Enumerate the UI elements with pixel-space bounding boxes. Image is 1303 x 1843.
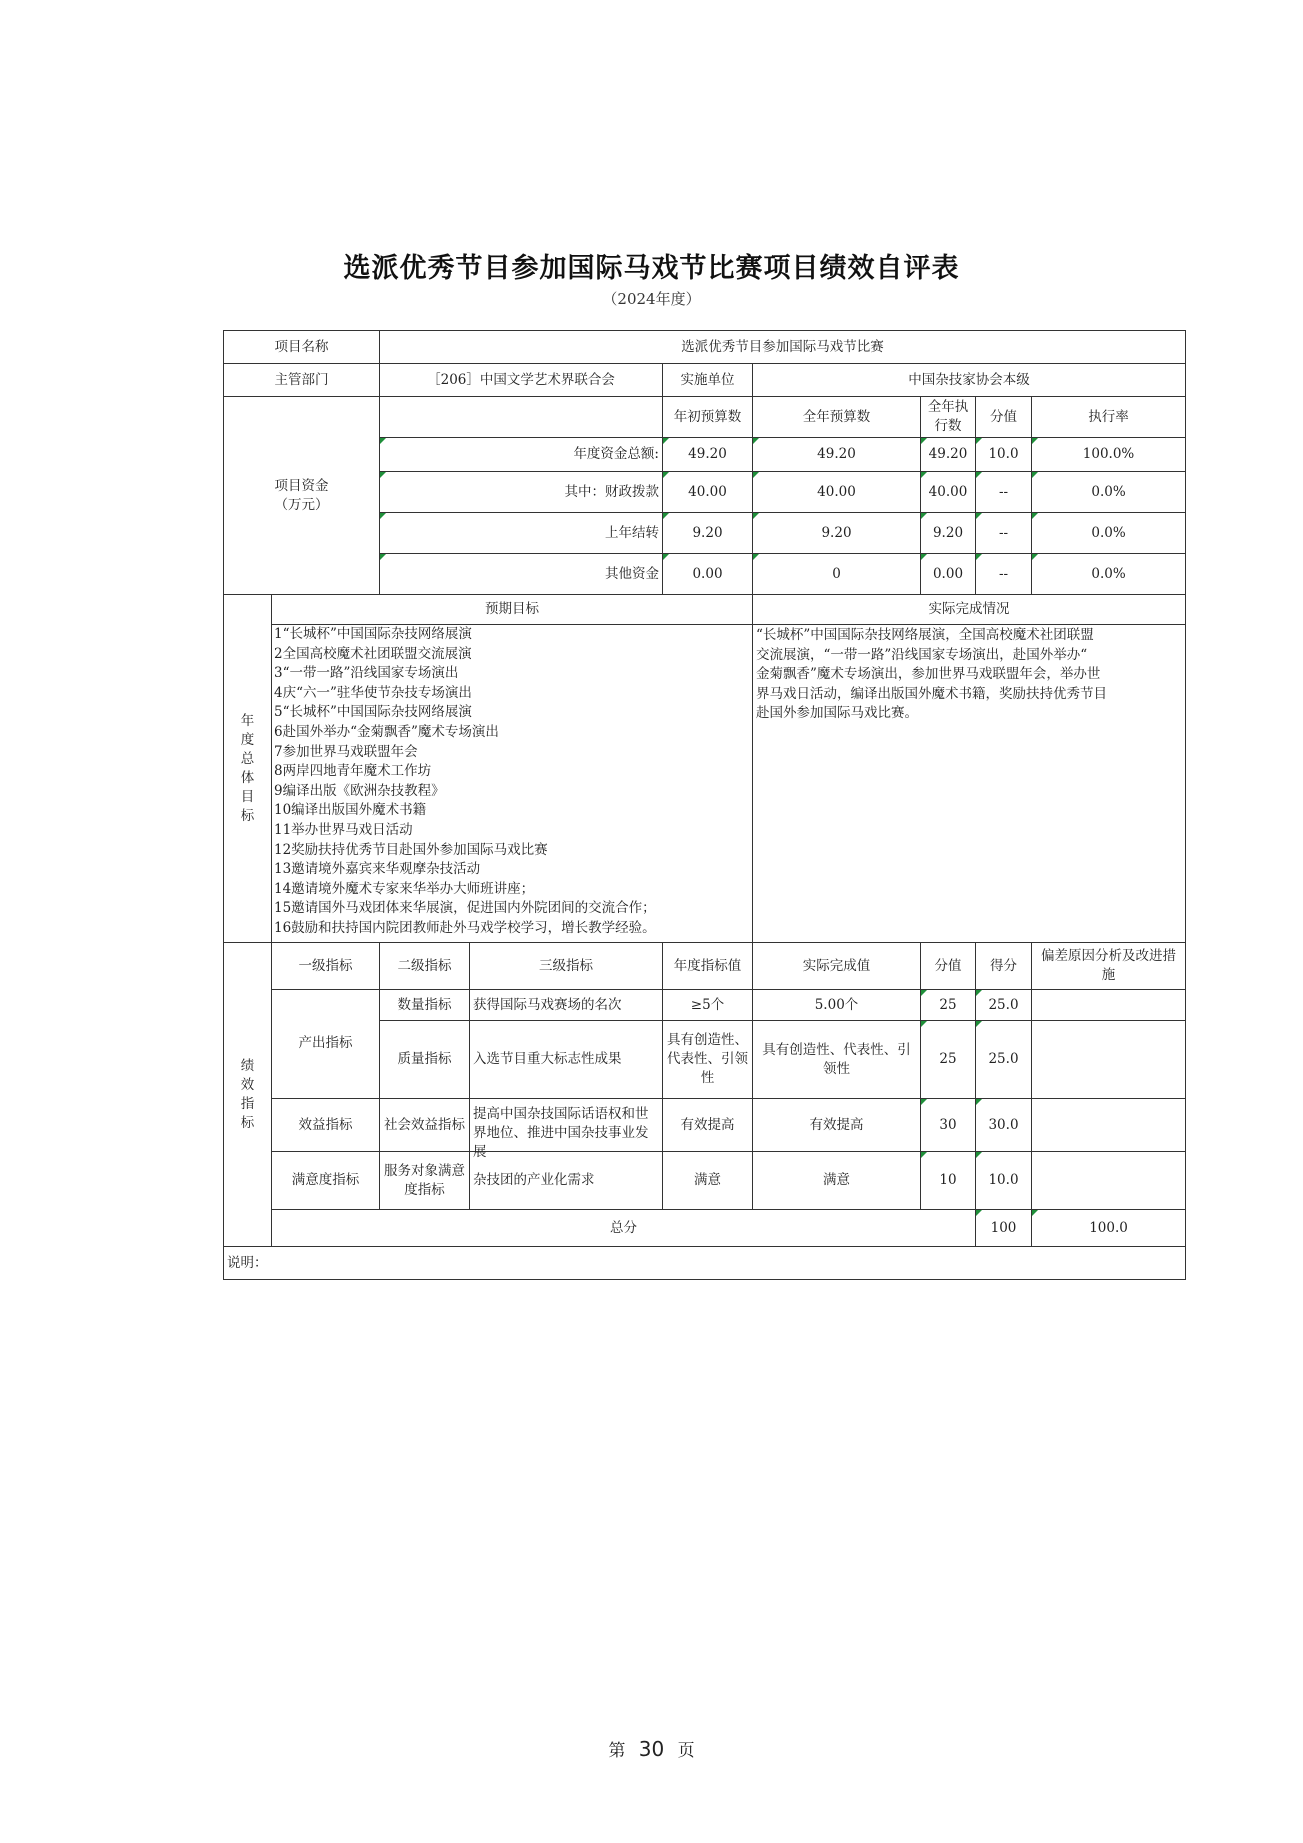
funds-score-value: --	[976, 554, 1032, 595]
funds-rate-text: 0.0%	[1091, 483, 1126, 500]
funds-rate-text: 0.0%	[1091, 565, 1126, 582]
indicator-score-value: 25	[921, 1021, 976, 1099]
expected-goal-item: 4庆“六一”驻华使节杂技专场演出	[274, 684, 472, 701]
indicators-side-char: 指	[240, 1095, 255, 1112]
project-name-value: 选派优秀节目参加国际马戏节比赛	[380, 331, 1186, 364]
indicator-actual: 满意	[753, 1152, 921, 1210]
page-number	[0, 1736, 1303, 1761]
goals-side-char: 年	[240, 712, 255, 729]
actual-completion-line: “长城杯”中国国际杂技网络展演，全国高校魔术社团联盟	[756, 627, 1094, 643]
expected-goal-item: 3“一带一路”沿线国家专场演出	[274, 665, 459, 682]
indicator-level3-text: 提高中国杂技国际话语权和世界地位、推进中国杂技事业发展	[473, 1106, 649, 1160]
funds-initial: 49.20	[663, 438, 753, 472]
indicator-actual: 具有创造性、代表性、引领性	[753, 1021, 921, 1099]
goals-content-row	[224, 625, 1186, 943]
funds-rate	[1032, 554, 1186, 595]
department-label: 主管部门	[224, 364, 380, 397]
actual-value-header: 实际完成值	[753, 943, 921, 990]
page-subtitle: （2024年度）	[602, 290, 701, 308]
funds-row-label: 年度资金总额:	[380, 438, 663, 472]
level3-header: 三级指标	[470, 943, 663, 990]
funds-row-label: 其他资金	[380, 554, 663, 595]
indicators-side-char: 效	[240, 1076, 255, 1093]
funds-score-value: 10.0	[976, 438, 1032, 472]
indicator-target: 满意	[663, 1152, 753, 1210]
indicator-score: 25.0	[976, 990, 1032, 1021]
funds-header-blank	[380, 397, 663, 438]
indicator-level3: 获得国际马戏赛场的名次	[470, 990, 663, 1021]
note-label: 说明：	[224, 1247, 1186, 1280]
funds-rate	[1032, 438, 1186, 472]
satisfaction-indicator-label: 满意度指标	[272, 1152, 380, 1210]
funds-rate	[1032, 513, 1186, 554]
indicator-score-value: 10	[921, 1152, 976, 1210]
funds-executed: 49.20	[921, 438, 976, 472]
funds-header-score-value: 分值	[976, 397, 1032, 438]
indicator-deviation	[1032, 1099, 1186, 1152]
goals-side-char: 标	[240, 807, 255, 824]
funds-label	[224, 397, 380, 595]
expected-goal-item: 15邀请国外马戏团体来华展演，促进国内外院团间的交流合作；	[274, 900, 656, 917]
indicator-score-value: 30	[921, 1099, 976, 1152]
indicator-score: 10.0	[976, 1152, 1032, 1210]
indicator-score-value: 25	[921, 990, 976, 1021]
score-header: 得分	[976, 943, 1032, 990]
funds-initial: 9.20	[663, 513, 753, 554]
expected-goals-header: 预期目标	[272, 595, 753, 625]
score-value-header: 分值	[921, 943, 976, 990]
funds-executed: 9.20	[921, 513, 976, 554]
expected-goal-item: 11举办世界马戏日活动	[274, 821, 413, 838]
department-value: ［206］中国文学艺术界联合会	[380, 364, 663, 397]
goals-side-char: 度	[240, 731, 255, 748]
level2-header: 二级指标	[380, 943, 470, 990]
goals-header-row	[224, 595, 1186, 625]
expected-goal-item: 7参加世界马戏联盟年会	[274, 743, 418, 760]
actual-completion-header: 实际完成情况	[753, 595, 1186, 625]
indicator-level2: 质量指标	[380, 1021, 470, 1099]
actual-completion-line: 金菊飘香”魔术专场演出，参加世界马戏联盟年会，举办世	[756, 666, 1101, 683]
funds-annual: 0	[753, 554, 921, 595]
funds-rate-text: 0.0%	[1091, 524, 1126, 541]
project-name-row	[224, 331, 1186, 364]
indicator-level3	[470, 1099, 663, 1160]
page-number-value: 30	[638, 1737, 665, 1761]
actual-completion-line: 赴国外参加国际马戏比赛。	[756, 705, 918, 722]
deviation-header: 偏差原因分析及改进措施	[1032, 943, 1186, 990]
indicator-deviation	[1032, 1021, 1186, 1099]
funds-annual: 49.20	[753, 438, 921, 472]
page-prefix: 第	[608, 1741, 626, 1761]
indicator-row	[224, 1152, 1186, 1210]
expected-goal-item: 8两岸四地青年魔术工作坊	[274, 763, 432, 780]
funds-annual: 9.20	[753, 513, 921, 554]
total-score: 100.0	[1032, 1210, 1186, 1247]
funds-rate	[1032, 472, 1186, 513]
funds-initial: 40.00	[663, 472, 753, 513]
expected-goal-item: 12奖励扶持优秀节目赴国外参加国际马戏比赛	[274, 841, 548, 858]
implementing-unit-value: 中国杂技家协会本级	[753, 364, 1186, 397]
page-suffix: 页	[677, 1741, 695, 1761]
expected-goal-item: 13邀请境外嘉宾来华观摩杂技活动	[274, 861, 481, 878]
output-indicator-label: 产出指标	[272, 990, 380, 1099]
funds-score-value: --	[976, 513, 1032, 554]
indicator-row	[224, 1099, 1186, 1152]
total-row	[224, 1210, 1186, 1247]
funds-label-line1: 项目资金	[274, 477, 329, 494]
actual-completion-line: 界马戏日活动，编译出版国外魔术书籍，奖励扶持优秀节目	[756, 685, 1107, 702]
indicator-actual: 5.00个	[753, 990, 921, 1021]
funds-row-label: 上年结转	[380, 513, 663, 554]
indicator-target: ≥5个	[663, 990, 753, 1021]
indicator-target: 有效提高	[663, 1099, 753, 1152]
indicator-score: 25.0	[976, 1021, 1032, 1099]
funds-header-annual: 全年预算数	[753, 397, 921, 438]
funds-header-initial: 年初预算数	[663, 397, 753, 438]
goals-side-char: 体	[240, 769, 255, 786]
indicator-row	[224, 990, 1186, 1021]
expected-goal-item: 14邀请境外魔术专家来华举办大师班讲座；	[274, 880, 535, 897]
total-score-value: 100	[976, 1210, 1032, 1247]
indicators-side-char: 标	[240, 1114, 255, 1131]
funds-header-row	[224, 397, 1186, 438]
indicator-target: 具有创造性、代表性、引领性	[663, 1021, 753, 1099]
indicator-level2: 数量指标	[380, 990, 470, 1021]
note-row	[224, 1247, 1186, 1280]
funds-initial: 0.00	[663, 554, 753, 595]
total-label: 总分	[272, 1210, 976, 1247]
implementing-unit-label: 实施单位	[663, 364, 753, 397]
funds-header-executed: 全年执行数	[921, 397, 976, 438]
indicator-deviation	[1032, 1152, 1186, 1210]
indicator-actual: 有效提高	[753, 1099, 921, 1152]
funds-rate-text: 100.0%	[1082, 446, 1135, 462]
goals-side-label	[224, 595, 272, 943]
funds-label-line2: （万元）	[274, 496, 329, 513]
expected-goals-list	[272, 625, 753, 943]
funds-header-rate: 执行率	[1032, 397, 1186, 438]
funds-score-value: --	[976, 472, 1032, 513]
indicators-side-char: 绩	[240, 1057, 255, 1074]
funds-annual: 40.00	[753, 472, 921, 513]
expected-goal-item: 5“长城杯”中国国际杂技网络展演	[274, 704, 472, 721]
expected-goal-item: 16鼓励和扶持国内院团教师赴外马戏学校学习，增长教学经验。	[274, 919, 656, 936]
target-header: 年度指标值	[663, 943, 753, 990]
indicator-level3: 入选节目重大标志性成果	[470, 1021, 663, 1099]
expected-goal-item: 9编译出版《欧洲杂技教程》	[274, 782, 445, 799]
goals-side-char: 目	[240, 788, 255, 805]
indicators-side-label	[224, 943, 272, 1247]
level1-header: 一级指标	[272, 943, 380, 990]
funds-row-label: 其中：财政拨款	[380, 472, 663, 513]
expected-goal-item: 10编译出版国外魔术书籍	[274, 802, 427, 819]
indicator-level2: 服务对象满意度指标	[380, 1152, 470, 1210]
funds-executed: 40.00	[921, 472, 976, 513]
expected-goal-item: 6赴国外举办“金菊飘香”魔术专场演出	[274, 723, 499, 740]
goals-side-char: 总	[240, 750, 255, 767]
page-title: 选派优秀节目参加国际马戏节比赛项目绩效自评表	[343, 253, 960, 284]
indicators-header-row	[224, 943, 1186, 990]
funds-executed: 0.00	[921, 554, 976, 595]
project-name-label: 项目名称	[224, 331, 380, 364]
benefit-indicator-label: 效益指标	[272, 1099, 380, 1152]
department-row	[224, 364, 1186, 397]
indicator-score: 30.0	[976, 1099, 1032, 1152]
evaluation-table	[223, 330, 1186, 1280]
actual-completion-text	[753, 625, 1186, 943]
indicator-level2: 社会效益指标	[380, 1099, 470, 1152]
indicator-deviation	[1032, 990, 1186, 1021]
expected-goal-item: 2全国高校魔术社团联盟交流展演	[274, 645, 472, 662]
expected-goal-item: 1“长城杯”中国国际杂技网络展演	[274, 626, 472, 642]
indicator-level3: 杂技团的产业化需求	[470, 1152, 663, 1210]
actual-completion-line: 交流展演，“一带一路”沿线国家专场演出，赴国外举办“	[756, 646, 1088, 663]
